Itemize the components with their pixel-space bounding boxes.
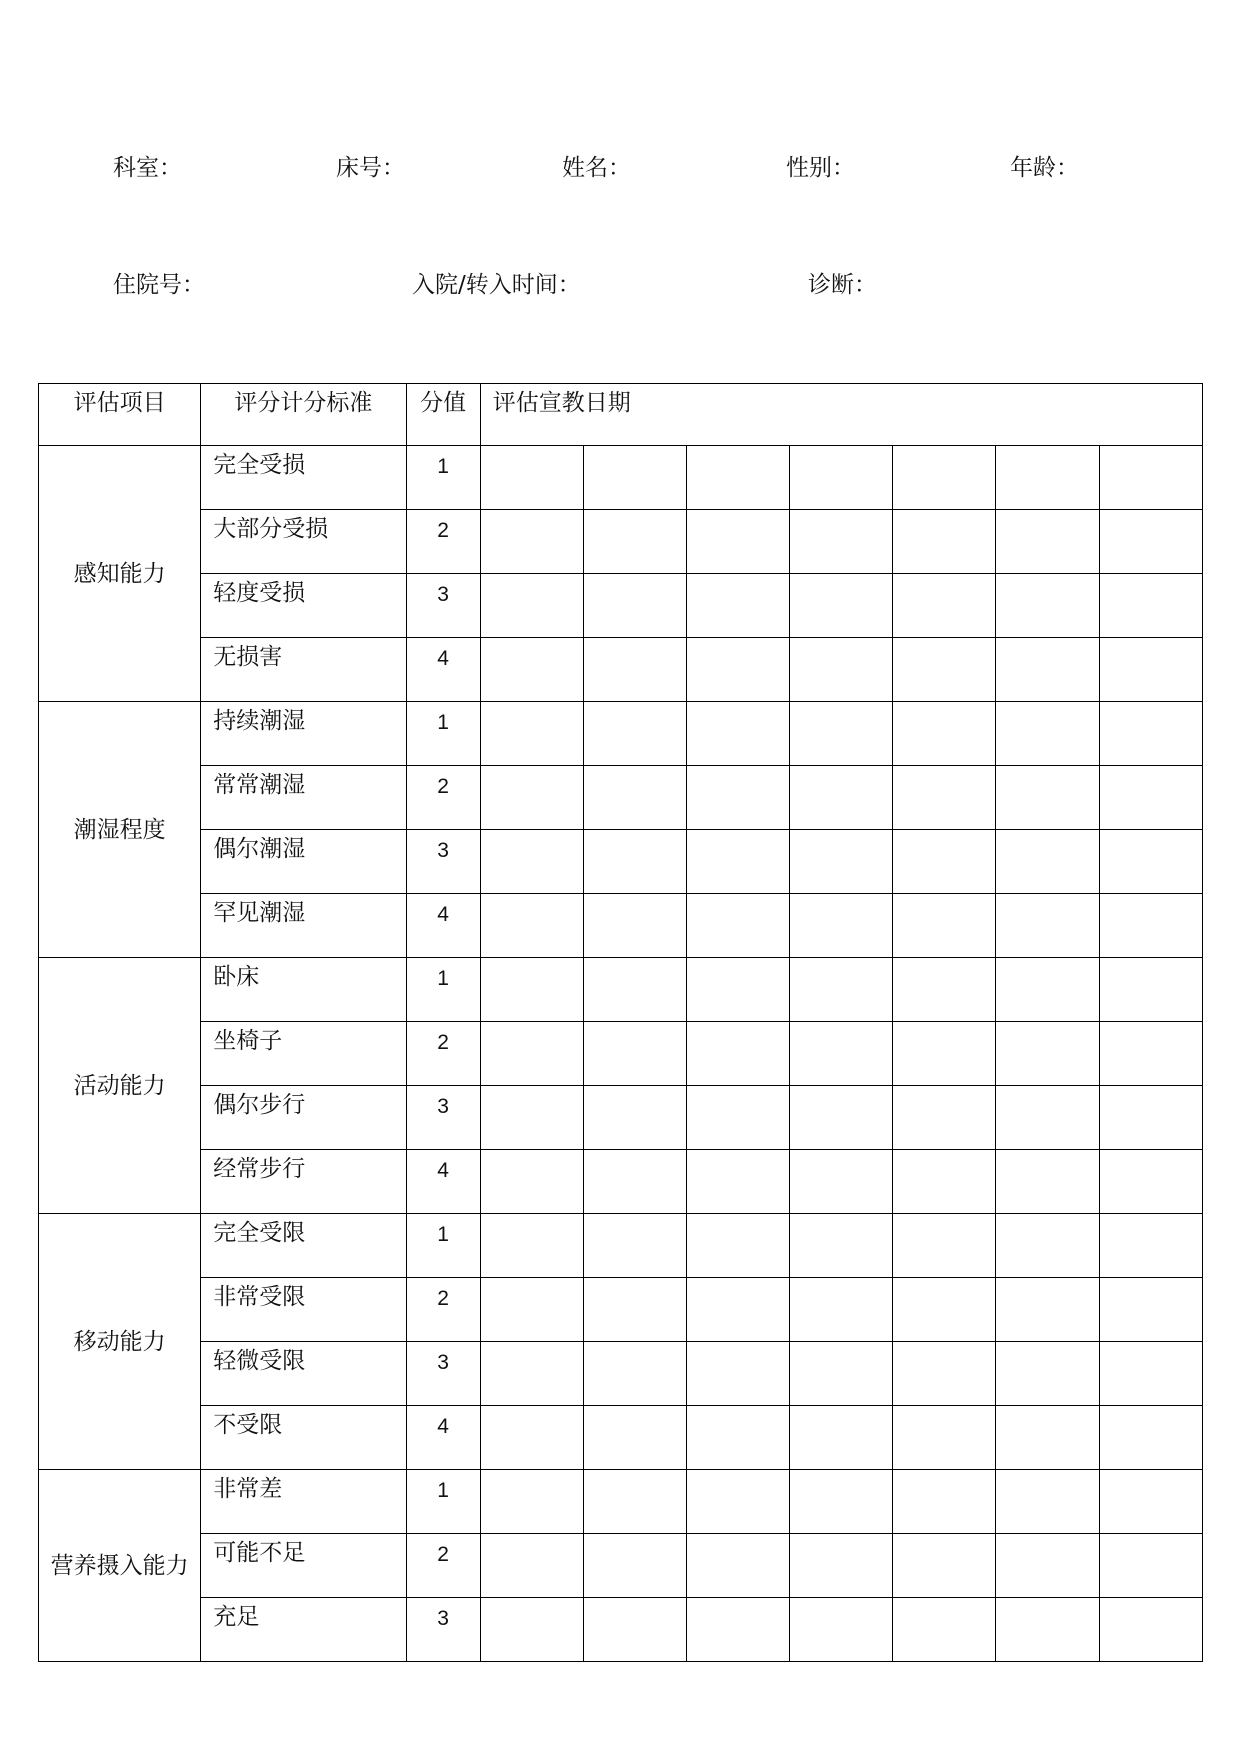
date-entry-cell[interactable] — [893, 574, 996, 638]
date-entry-cell[interactable] — [687, 958, 790, 1022]
date-entry-cell[interactable] — [480, 1214, 583, 1278]
date-entry-cell[interactable] — [583, 638, 686, 702]
date-entry-cell[interactable] — [480, 1342, 583, 1406]
date-entry-cell[interactable] — [583, 1150, 686, 1214]
name-label: 姓名： — [562, 155, 631, 181]
table-row — [39, 1086, 1203, 1150]
age-label: 年龄： — [1010, 155, 1079, 181]
date-entry-cell[interactable] — [790, 574, 893, 638]
date-entry-cell[interactable] — [583, 1534, 686, 1598]
score-value: 3 — [406, 1598, 480, 1662]
date-entry-cell[interactable] — [893, 510, 996, 574]
scoring-standard: 罕见潮湿 — [201, 894, 406, 958]
date-entry-cell[interactable] — [996, 1214, 1099, 1278]
date-entry-cell[interactable] — [480, 1278, 583, 1342]
score-value: 1 — [406, 1470, 480, 1534]
admission-number-label: 住院号： — [113, 272, 205, 298]
table-row — [39, 1150, 1203, 1214]
score-value: 4 — [406, 638, 480, 702]
scoring-standard: 持续潮湿 — [201, 702, 406, 766]
score-value: 3 — [406, 830, 480, 894]
date-entry-cell[interactable] — [480, 510, 583, 574]
date-entry-cell[interactable] — [687, 894, 790, 958]
bed-number-label: 床号： — [336, 155, 405, 181]
date-entry-cell[interactable] — [790, 830, 893, 894]
table-row — [39, 702, 1203, 766]
date-entry-cell[interactable] — [1099, 1022, 1202, 1086]
table-row — [39, 510, 1203, 574]
date-entry-cell[interactable] — [583, 830, 686, 894]
table-row — [39, 1214, 1203, 1278]
date-entry-cell[interactable] — [996, 1086, 1099, 1150]
scoring-standard: 非常受限 — [201, 1278, 406, 1342]
score-value: 1 — [406, 1214, 480, 1278]
date-entry-cell[interactable] — [1099, 1214, 1202, 1278]
date-entry-cell[interactable] — [687, 1086, 790, 1150]
scoring-standard: 偶尔潮湿 — [201, 830, 406, 894]
date-entry-cell[interactable] — [790, 894, 893, 958]
date-entry-cell[interactable] — [790, 510, 893, 574]
date-entry-cell[interactable] — [583, 1406, 686, 1470]
table-row — [39, 1470, 1203, 1534]
assessment-table — [38, 383, 1203, 1662]
date-entry-cell[interactable] — [996, 1406, 1099, 1470]
date-entry-cell[interactable] — [790, 958, 893, 1022]
date-entry-cell[interactable] — [790, 1470, 893, 1534]
date-entry-cell[interactable] — [790, 702, 893, 766]
table-row — [39, 446, 1203, 510]
date-entry-cell[interactable] — [583, 446, 686, 510]
score-value: 3 — [406, 574, 480, 638]
table-row — [39, 1022, 1203, 1086]
date-entry-cell[interactable] — [480, 830, 583, 894]
assessment-item: 移动能力 — [39, 1214, 201, 1470]
date-entry-cell[interactable] — [583, 510, 686, 574]
date-entry-cell[interactable] — [480, 1086, 583, 1150]
date-entry-cell[interactable] — [996, 446, 1099, 510]
date-entry-cell[interactable] — [996, 638, 1099, 702]
date-entry-cell[interactable] — [583, 1214, 686, 1278]
date-entry-cell[interactable] — [687, 510, 790, 574]
gender-label: 性别： — [786, 155, 855, 181]
score-value: 1 — [406, 446, 480, 510]
assessment-item: 营养摄入能力 — [39, 1470, 201, 1662]
score-value: 2 — [406, 510, 480, 574]
date-entry-cell[interactable] — [480, 446, 583, 510]
date-entry-cell[interactable] — [1099, 1470, 1202, 1534]
date-entry-cell[interactable] — [893, 1598, 996, 1662]
scoring-standard: 完全受损 — [201, 446, 406, 510]
scoring-standard: 经常步行 — [201, 1150, 406, 1214]
date-entry-cell[interactable] — [1099, 830, 1202, 894]
date-entry-cell[interactable] — [1099, 1086, 1202, 1150]
date-entry-cell[interactable] — [996, 958, 1099, 1022]
date-entry-cell[interactable] — [480, 1150, 583, 1214]
date-entry-cell[interactable] — [790, 446, 893, 510]
date-entry-cell[interactable] — [893, 894, 996, 958]
date-entry-cell[interactable] — [893, 1342, 996, 1406]
score-value: 1 — [406, 702, 480, 766]
score-value: 2 — [406, 1534, 480, 1598]
table-body — [39, 446, 1203, 1662]
assessment-item: 潮湿程度 — [39, 702, 201, 958]
date-entry-cell[interactable] — [687, 1022, 790, 1086]
date-entry-cell[interactable] — [893, 1470, 996, 1534]
date-entry-cell[interactable] — [996, 1470, 1099, 1534]
date-entry-cell[interactable] — [480, 702, 583, 766]
scoring-standard: 常常潮湿 — [201, 766, 406, 830]
date-entry-cell[interactable] — [1099, 1406, 1202, 1470]
table-row — [39, 574, 1203, 638]
score-value: 4 — [406, 1150, 480, 1214]
scoring-standard: 无损害 — [201, 638, 406, 702]
score-value: 2 — [406, 1022, 480, 1086]
date-entry-cell[interactable] — [583, 702, 686, 766]
date-entry-cell[interactable] — [583, 766, 686, 830]
date-entry-cell[interactable] — [893, 1086, 996, 1150]
date-entry-cell[interactable] — [1099, 1150, 1202, 1214]
date-entry-cell[interactable] — [893, 766, 996, 830]
score-value: 4 — [406, 1406, 480, 1470]
date-entry-cell[interactable] — [583, 958, 686, 1022]
date-entry-cell[interactable] — [996, 1150, 1099, 1214]
date-entry-cell[interactable] — [687, 1214, 790, 1278]
date-entry-cell[interactable] — [893, 1214, 996, 1278]
date-entry-cell[interactable] — [687, 1534, 790, 1598]
date-entry-cell[interactable] — [687, 1150, 790, 1214]
date-entry-cell[interactable] — [583, 1470, 686, 1534]
date-entry-cell[interactable] — [790, 766, 893, 830]
date-entry-cell[interactable] — [583, 1342, 686, 1406]
table-header-row — [39, 384, 1203, 446]
date-entry-cell[interactable] — [790, 1534, 893, 1598]
date-entry-cell[interactable] — [893, 702, 996, 766]
date-entry-cell[interactable] — [1099, 894, 1202, 958]
date-entry-cell[interactable] — [1099, 766, 1202, 830]
scoring-standard: 不受限 — [201, 1406, 406, 1470]
scoring-standard: 充足 — [201, 1598, 406, 1662]
diagnosis-label: 诊断： — [808, 272, 877, 298]
table-row — [39, 894, 1203, 958]
date-entry-cell[interactable] — [893, 446, 996, 510]
date-entry-cell[interactable] — [1099, 1598, 1202, 1662]
date-entry-cell[interactable] — [790, 1086, 893, 1150]
date-entry-cell[interactable] — [687, 1342, 790, 1406]
date-entry-cell[interactable] — [996, 1534, 1099, 1598]
scoring-standard: 卧床 — [201, 958, 406, 1022]
date-entry-cell[interactable] — [996, 1278, 1099, 1342]
date-entry-cell[interactable] — [1099, 574, 1202, 638]
scoring-standard: 非常差 — [201, 1470, 406, 1534]
date-entry-cell[interactable] — [996, 1342, 1099, 1406]
date-entry-cell[interactable] — [583, 1278, 686, 1342]
date-entry-cell[interactable] — [790, 1022, 893, 1086]
date-entry-cell[interactable] — [790, 1214, 893, 1278]
date-entry-cell[interactable] — [687, 1470, 790, 1534]
date-entry-cell[interactable] — [480, 1022, 583, 1086]
date-entry-cell[interactable] — [996, 766, 1099, 830]
header-standard: 评分计分标准 — [201, 384, 406, 446]
scoring-standard: 轻度受损 — [201, 574, 406, 638]
date-entry-cell[interactable] — [583, 1598, 686, 1662]
score-value: 3 — [406, 1086, 480, 1150]
header-item: 评估项目 — [39, 384, 201, 446]
date-entry-cell[interactable] — [1099, 702, 1202, 766]
date-entry-cell[interactable] — [583, 1022, 686, 1086]
score-value: 2 — [406, 766, 480, 830]
date-entry-cell[interactable] — [996, 830, 1099, 894]
date-entry-cell[interactable] — [480, 1470, 583, 1534]
date-entry-cell[interactable] — [893, 1022, 996, 1086]
date-entry-cell[interactable] — [687, 766, 790, 830]
date-entry-cell[interactable] — [893, 1406, 996, 1470]
date-entry-cell[interactable] — [893, 1278, 996, 1342]
date-entry-cell[interactable] — [687, 446, 790, 510]
table-row — [39, 830, 1203, 894]
date-entry-cell[interactable] — [790, 1598, 893, 1662]
score-value: 3 — [406, 1342, 480, 1406]
table-row — [39, 1406, 1203, 1470]
assessment-item: 活动能力 — [39, 958, 201, 1214]
scoring-standard: 偶尔步行 — [201, 1086, 406, 1150]
date-entry-cell[interactable] — [996, 510, 1099, 574]
date-entry-cell[interactable] — [1099, 1342, 1202, 1406]
date-entry-cell[interactable] — [790, 1150, 893, 1214]
date-entry-cell[interactable] — [687, 638, 790, 702]
date-entry-cell[interactable] — [996, 894, 1099, 958]
date-entry-cell[interactable] — [893, 830, 996, 894]
table-row — [39, 638, 1203, 702]
date-entry-cell[interactable] — [893, 638, 996, 702]
date-entry-cell[interactable] — [687, 574, 790, 638]
date-entry-cell[interactable] — [1099, 1534, 1202, 1598]
table-row — [39, 958, 1203, 1022]
table-row — [39, 1278, 1203, 1342]
header-score: 分值 — [406, 384, 480, 446]
date-entry-cell[interactable] — [996, 574, 1099, 638]
date-entry-cell[interactable] — [480, 766, 583, 830]
date-entry-cell[interactable] — [687, 1278, 790, 1342]
date-entry-cell[interactable] — [790, 638, 893, 702]
department-label: 科室： — [113, 155, 182, 181]
date-entry-cell[interactable] — [480, 638, 583, 702]
date-entry-cell[interactable] — [996, 702, 1099, 766]
table-row — [39, 766, 1203, 830]
date-entry-cell[interactable] — [687, 830, 790, 894]
table-row — [39, 1534, 1203, 1598]
header-assessment-date: 评估宣教日期 — [480, 384, 1202, 446]
date-entry-cell[interactable] — [996, 1598, 1099, 1662]
scoring-standard: 轻微受限 — [201, 1342, 406, 1406]
score-value: 4 — [406, 894, 480, 958]
date-entry-cell[interactable] — [480, 958, 583, 1022]
date-entry-cell[interactable] — [790, 1342, 893, 1406]
date-entry-cell[interactable] — [480, 894, 583, 958]
date-entry-cell[interactable] — [583, 894, 686, 958]
table-row — [39, 1598, 1203, 1662]
scoring-standard: 完全受限 — [201, 1214, 406, 1278]
date-entry-cell[interactable] — [1099, 510, 1202, 574]
date-entry-cell[interactable] — [687, 1598, 790, 1662]
date-entry-cell[interactable] — [790, 1406, 893, 1470]
date-entry-cell[interactable] — [687, 1406, 790, 1470]
score-value: 2 — [406, 1278, 480, 1342]
date-entry-cell[interactable] — [893, 1150, 996, 1214]
assessment-item: 感知能力 — [39, 446, 201, 702]
date-entry-cell[interactable] — [790, 1278, 893, 1342]
date-entry-cell[interactable] — [480, 1406, 583, 1470]
score-value: 1 — [406, 958, 480, 1022]
scoring-standard: 坐椅子 — [201, 1022, 406, 1086]
table-row — [39, 1342, 1203, 1406]
date-entry-cell[interactable] — [1099, 638, 1202, 702]
date-entry-cell[interactable] — [893, 1534, 996, 1598]
date-entry-cell[interactable] — [996, 1022, 1099, 1086]
date-entry-cell[interactable] — [687, 702, 790, 766]
admission-transfer-time-label: 入院/转入时间： — [412, 272, 581, 298]
date-entry-cell[interactable] — [583, 1086, 686, 1150]
scoring-standard: 大部分受损 — [201, 510, 406, 574]
date-entry-cell[interactable] — [480, 1534, 583, 1598]
date-entry-cell[interactable] — [1099, 446, 1202, 510]
date-entry-cell[interactable] — [480, 1598, 583, 1662]
date-entry-cell[interactable] — [1099, 1278, 1202, 1342]
date-entry-cell[interactable] — [480, 574, 583, 638]
date-entry-cell[interactable] — [1099, 958, 1202, 1022]
date-entry-cell[interactable] — [893, 958, 996, 1022]
scoring-standard: 可能不足 — [201, 1534, 406, 1598]
date-entry-cell[interactable] — [583, 574, 686, 638]
